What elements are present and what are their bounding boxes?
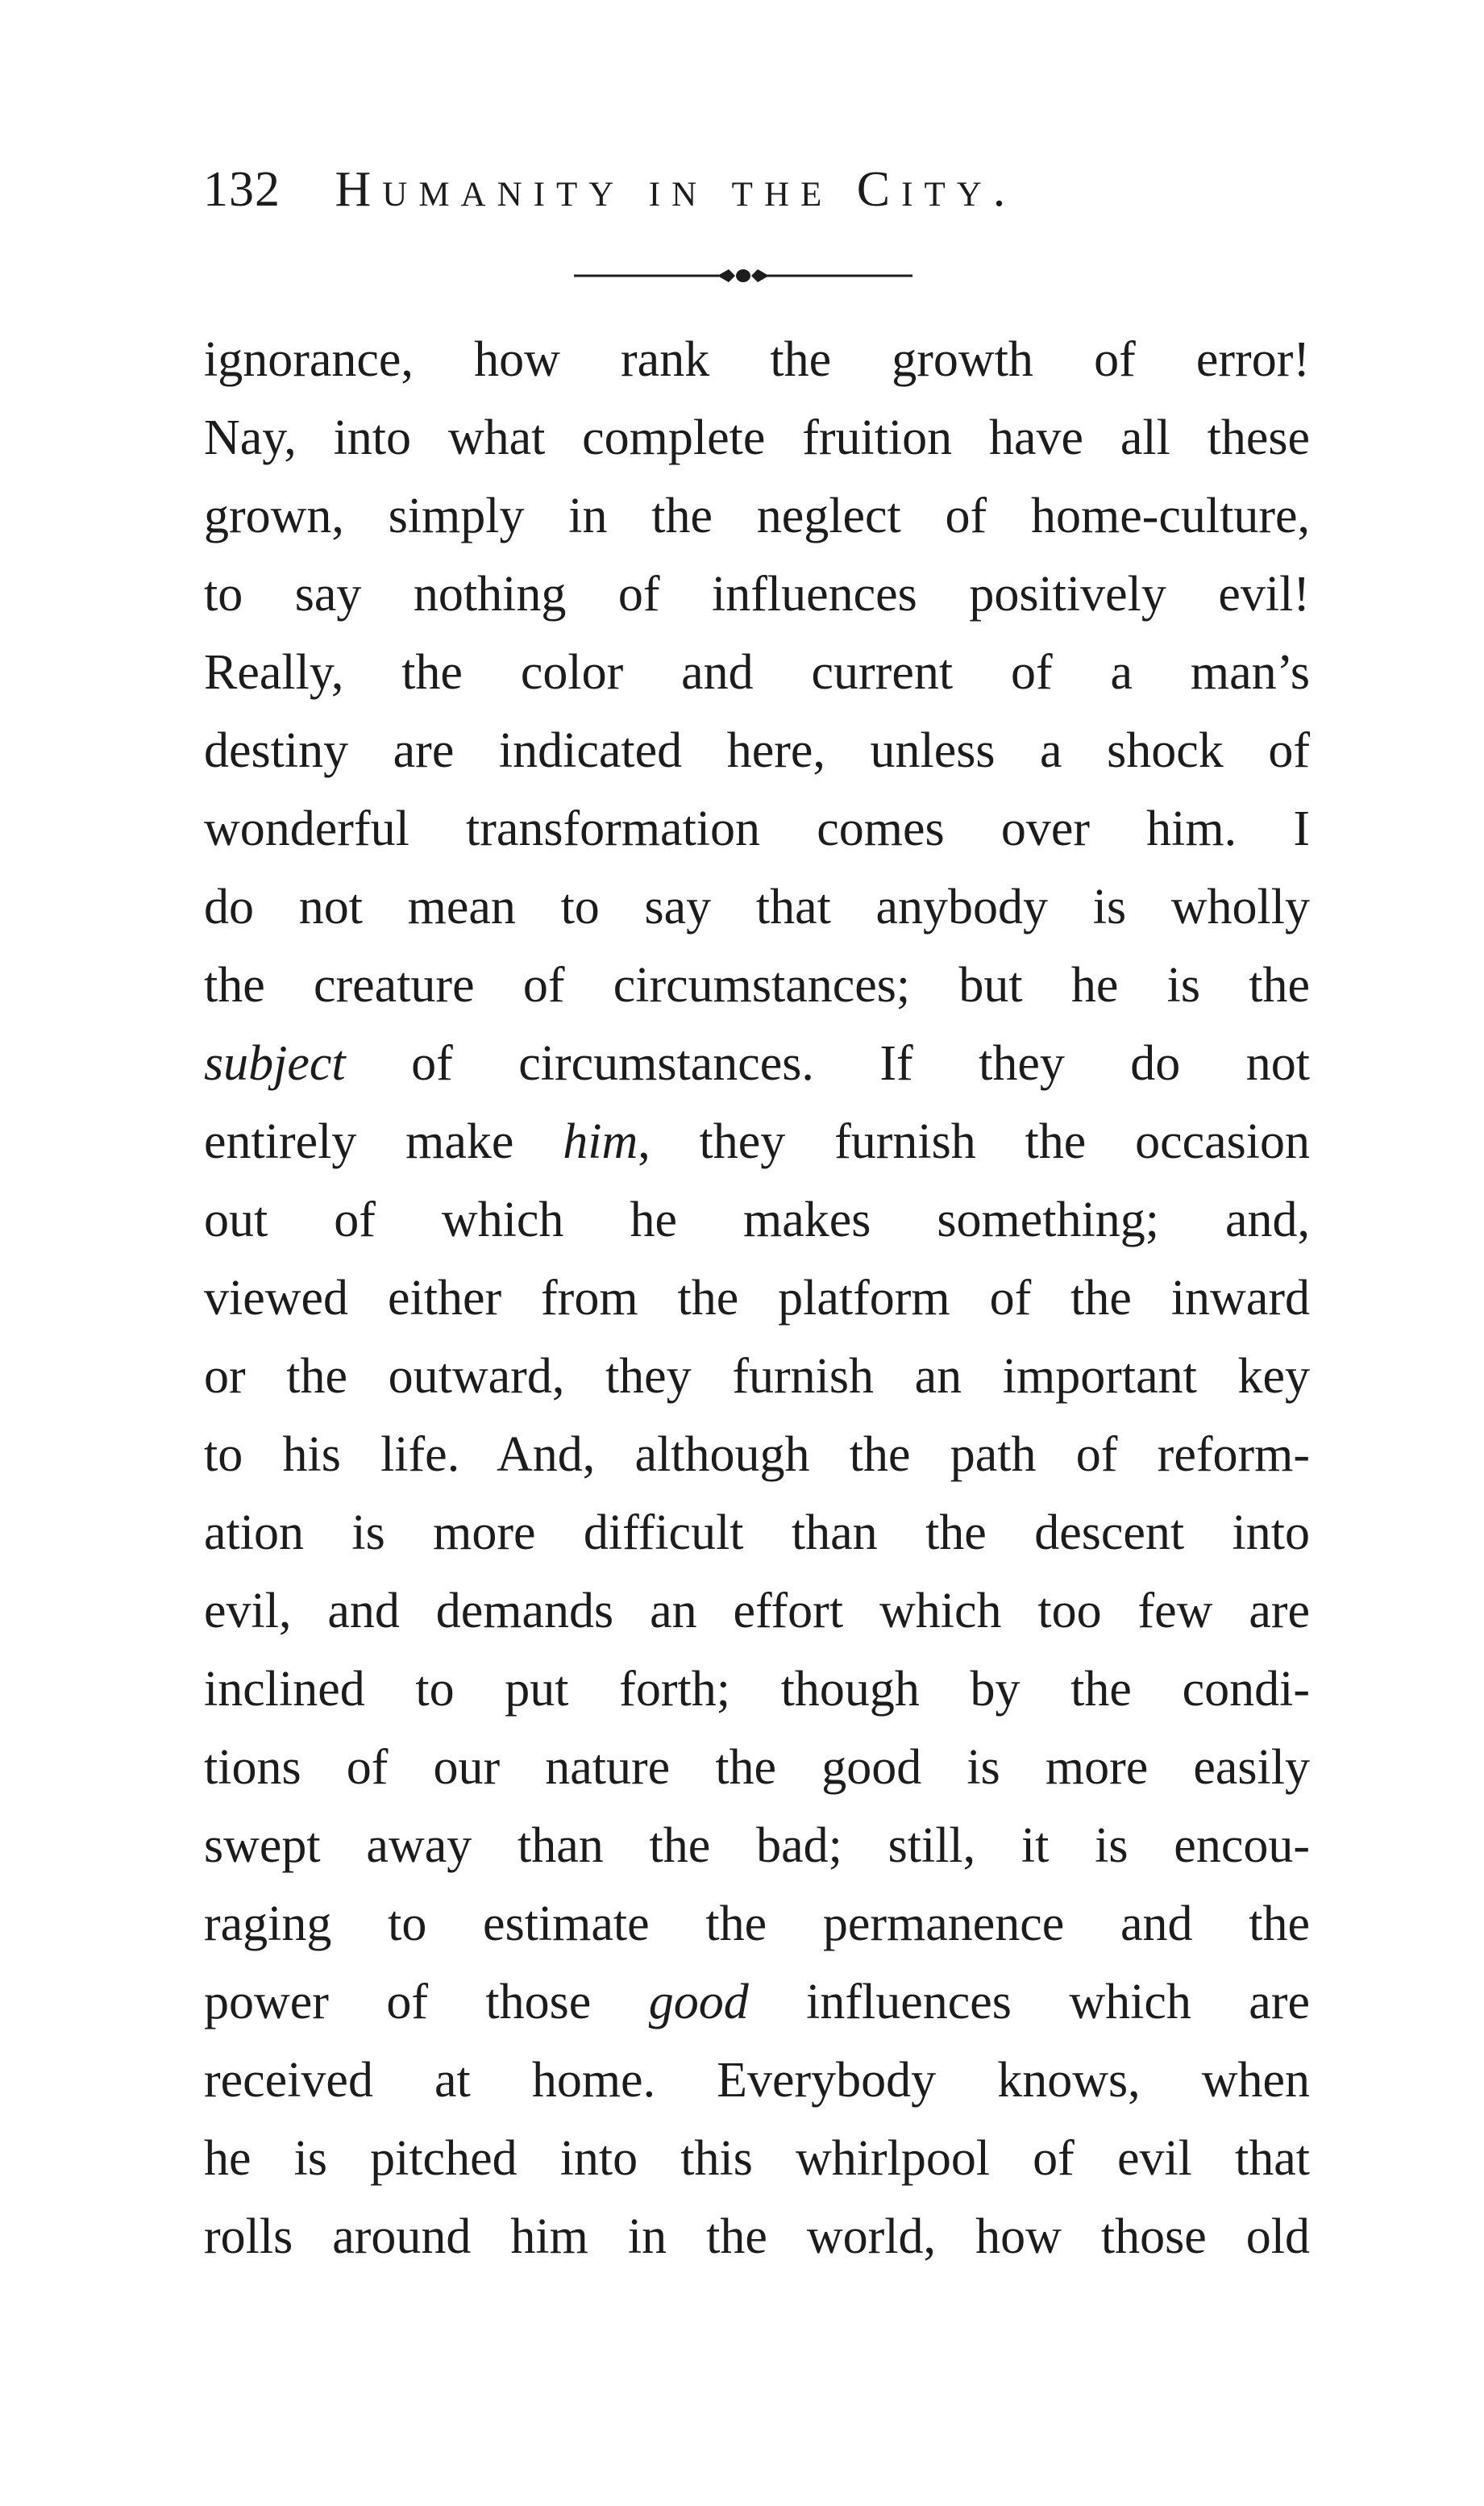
text-segment: wonderful transformation comes over him. I	[204, 801, 1310, 856]
text-line	[204, 399, 1310, 477]
text-segment: influences which are	[748, 1975, 1310, 2029]
text-line	[204, 1181, 1310, 1259]
text-segment: grown, simply in the neglect of home-culture,	[204, 489, 1310, 543]
text-segment: Really, the color and current of a man’s	[204, 645, 1310, 700]
text-segment: entirely make	[204, 1114, 563, 1169]
text-segment: he is pitched into this whirlpool of evil that	[204, 2131, 1310, 2186]
text-segment: out of which he makes something; and,	[204, 1193, 1310, 1247]
text-line	[204, 790, 1310, 868]
text-line	[204, 1807, 1310, 1885]
text-segment: or the outward, they furnish an important key	[204, 1349, 1310, 1404]
text-line	[204, 712, 1310, 790]
page-number: 132	[203, 162, 281, 217]
text-line	[204, 1025, 1310, 1103]
text-segment: , they furnish the occasion	[638, 1114, 1310, 1169]
text-line	[204, 1494, 1310, 1572]
text-segment: do not mean to say that anybody is wholly	[204, 880, 1310, 935]
text-line	[204, 634, 1310, 712]
text-segment: received at home. Everybody knows, when	[204, 2053, 1310, 2108]
text-segment: viewed either from the platform of the inward	[204, 1271, 1310, 1326]
text-line	[204, 2198, 1310, 2276]
text-segment: ation is more difficult than the descent into	[204, 1505, 1310, 1560]
text-segment: inclined to put forth; though by the condi-	[204, 1662, 1310, 1717]
text-line	[204, 2042, 1310, 2120]
text-segment: tions of our nature the good is more easily	[204, 1740, 1310, 1795]
text-line	[204, 1729, 1310, 1807]
text-segment: of circumstances. If they do not	[345, 1036, 1310, 1091]
text-line	[204, 947, 1310, 1025]
running-title: Humanity in the City.	[335, 162, 1017, 217]
text-line	[204, 1963, 1310, 2042]
text-line	[204, 1103, 1310, 1181]
text-segment: evil, and demands an effort which too few are	[204, 1584, 1310, 1638]
text-segment: destiny are indicated here, unless a shock of	[204, 723, 1310, 778]
running-head	[203, 153, 1332, 226]
text-segment: to his life. And, although the path of reform-	[204, 1427, 1310, 1482]
text-line	[204, 2120, 1310, 2198]
text-segment: power of those	[204, 1975, 649, 2029]
text-line	[204, 477, 1310, 556]
text-segment: raging to estimate the permanence and the	[204, 1896, 1310, 1951]
text-segment: swept away than the bad; still, it is encou-	[204, 1818, 1310, 1873]
text-line	[204, 1885, 1310, 1963]
text-segment: ignorance, how rank the growth of error!	[204, 332, 1310, 387]
text-line	[204, 321, 1310, 399]
text-line	[204, 1651, 1310, 1729]
text-line	[204, 1338, 1310, 1416]
italic-text: subject	[204, 1036, 346, 1091]
text-line	[204, 556, 1310, 634]
italic-text: him	[563, 1114, 638, 1169]
text-line	[204, 868, 1310, 947]
text-line	[204, 1259, 1310, 1338]
text-segment: rolls around him in the world, how those old	[204, 2209, 1310, 2264]
text-segment: to say nothing of influences positively evil!	[204, 567, 1310, 622]
ornamental-rule-icon	[574, 260, 912, 292]
text-line	[204, 1572, 1310, 1651]
text-line	[204, 1416, 1310, 1494]
body-text	[204, 321, 1310, 2276]
text-segment: the creature of circumstances; but he is the	[204, 958, 1310, 1013]
text-segment: Nay, into what complete fruition have all these	[204, 410, 1310, 465]
italic-text: good	[648, 1975, 749, 2029]
